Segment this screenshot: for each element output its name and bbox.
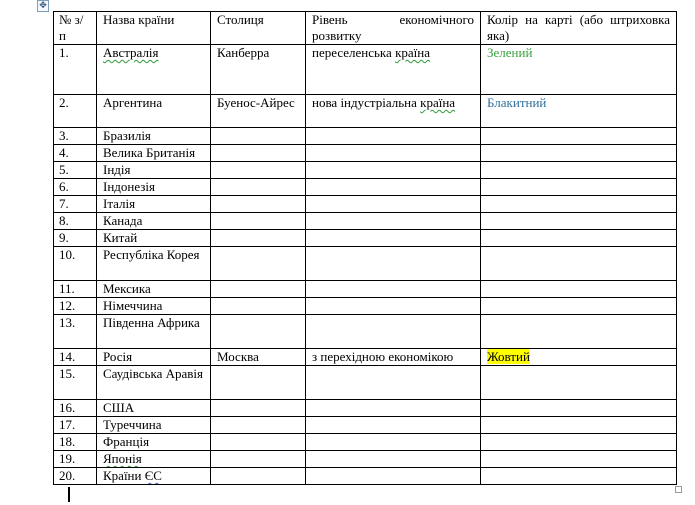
cell-num[interactable]: 5.	[54, 162, 97, 179]
table-row	[54, 366, 677, 400]
cell-capital[interactable]	[211, 417, 306, 434]
cell-capital[interactable]	[211, 400, 306, 417]
cell-capital[interactable]	[211, 468, 306, 485]
cell-color[interactable]	[481, 417, 677, 434]
cell-color[interactable]	[481, 366, 677, 400]
cell-capital[interactable]	[211, 315, 306, 349]
header-num[interactable]: № з/п	[54, 12, 97, 45]
cell-country[interactable]: Велика Британія	[97, 145, 211, 162]
table-row	[54, 162, 677, 179]
cell-level[interactable]	[306, 451, 481, 468]
cell-capital[interactable]	[211, 247, 306, 281]
cell-country[interactable]: Республіка Корея	[97, 247, 211, 281]
table-header-row	[54, 12, 677, 45]
level-text: країна	[420, 95, 456, 110]
cell-color[interactable]	[481, 434, 677, 451]
cell-color[interactable]	[481, 247, 677, 281]
cell-level[interactable]	[306, 298, 481, 315]
cell-capital[interactable]: Буенос-Айрес	[211, 95, 306, 128]
cell-color[interactable]	[481, 230, 677, 247]
cell-country[interactable]: Німеччина	[97, 298, 211, 315]
cell-num[interactable]: 19.	[54, 451, 97, 468]
cell-capital[interactable]	[211, 145, 306, 162]
cell-country[interactable]: Бразилія	[97, 128, 211, 145]
table-row	[54, 95, 677, 128]
table-move-handle-icon[interactable]: ✥	[37, 0, 49, 12]
cell-num[interactable]: 12.	[54, 298, 97, 315]
color-text: Жовтий	[487, 349, 530, 364]
cell-level[interactable]	[306, 196, 481, 213]
cell-capital[interactable]	[211, 230, 306, 247]
cell-num[interactable]: 20.	[54, 468, 97, 485]
cell-country[interactable]: Китай	[97, 230, 211, 247]
cell-country[interactable]: Росія	[97, 349, 211, 366]
table-row	[54, 230, 677, 247]
cell-num[interactable]: 13.	[54, 315, 97, 349]
cell-color[interactable]	[481, 145, 677, 162]
table-row	[54, 349, 677, 366]
cell-capital[interactable]	[211, 451, 306, 468]
cell-country[interactable]: Канада	[97, 213, 211, 230]
cell-level[interactable]: переселенська країна	[306, 45, 481, 95]
cell-color[interactable]	[481, 179, 677, 196]
cell-num[interactable]: 10.	[54, 247, 97, 281]
table-row	[54, 417, 677, 434]
cell-level[interactable]	[306, 315, 481, 349]
country-text: ЄС	[144, 468, 162, 483]
cell-num[interactable]: 2.	[54, 95, 97, 128]
cell-level[interactable]	[306, 162, 481, 179]
cell-level[interactable]	[306, 281, 481, 298]
table-row	[54, 145, 677, 162]
cell-level[interactable]	[306, 230, 481, 247]
cell-level[interactable]	[306, 434, 481, 451]
table-row	[54, 281, 677, 298]
level-text: країна	[395, 45, 431, 60]
cell-country[interactable]: Індонезія	[97, 179, 211, 196]
cell-capital[interactable]	[211, 128, 306, 145]
header-country[interactable]: Назва країни	[97, 12, 211, 45]
cell-color[interactable]	[481, 213, 677, 230]
cell-level[interactable]	[306, 417, 481, 434]
cell-color[interactable]	[481, 298, 677, 315]
cell-num[interactable]: 9.	[54, 230, 97, 247]
cell-country[interactable]: Країни ЄС	[97, 468, 211, 485]
table-row	[54, 298, 677, 315]
cell-level[interactable]: з перехідною економікою	[306, 349, 481, 366]
table-row	[54, 213, 677, 230]
cell-num[interactable]: 11.	[54, 281, 97, 298]
color-text: Зелений	[487, 45, 533, 60]
cell-capital[interactable]	[211, 162, 306, 179]
cell-color[interactable]	[481, 196, 677, 213]
cell-country[interactable]: США	[97, 400, 211, 417]
cell-level[interactable]	[306, 366, 481, 400]
cell-country[interactable]: Південна Африка	[97, 315, 211, 349]
table-row	[54, 400, 677, 417]
cell-num[interactable]: 16.	[54, 400, 97, 417]
country-text: Австралія	[103, 45, 159, 60]
cell-color[interactable]	[481, 45, 677, 95]
cell-country[interactable]: Індія	[97, 162, 211, 179]
table-row	[54, 468, 677, 485]
table-row	[54, 196, 677, 213]
cell-num[interactable]: 7.	[54, 196, 97, 213]
cell-capital[interactable]	[211, 434, 306, 451]
cell-level[interactable]	[306, 128, 481, 145]
table-row	[54, 451, 677, 468]
cell-num[interactable]: 6.	[54, 179, 97, 196]
cell-country[interactable]: Саудівська Аравія	[97, 366, 211, 400]
cell-capital[interactable]	[211, 298, 306, 315]
cell-capital[interactable]	[211, 281, 306, 298]
text-cursor	[68, 487, 70, 502]
header-color[interactable]: Колір на карті (або штриховка яка)	[481, 12, 677, 45]
header-level[interactable]: Рівень економічного розвитку	[306, 12, 481, 45]
cell-country[interactable]: Мексика	[97, 281, 211, 298]
cell-capital[interactable]	[211, 366, 306, 400]
cell-level[interactable]	[306, 400, 481, 417]
table-row	[54, 179, 677, 196]
cell-country[interactable]: Італія	[97, 196, 211, 213]
cell-num[interactable]: 15.	[54, 366, 97, 400]
cell-num[interactable]: 1.	[54, 45, 97, 95]
cell-capital[interactable]: Москва	[211, 349, 306, 366]
cell-color[interactable]	[481, 315, 677, 349]
cell-color[interactable]	[481, 281, 677, 298]
cell-capital[interactable]: Канберра	[211, 45, 306, 95]
cell-capital[interactable]	[211, 213, 306, 230]
table-row	[54, 247, 677, 281]
cell-country[interactable]	[97, 451, 211, 468]
cell-country[interactable]: Туреччина	[97, 417, 211, 434]
cell-capital[interactable]	[211, 179, 306, 196]
cell-num[interactable]: 3.	[54, 128, 97, 145]
table-row	[54, 434, 677, 451]
cell-color[interactable]	[481, 349, 677, 366]
table-row	[54, 128, 677, 145]
cell-capital[interactable]	[211, 196, 306, 213]
cell-country[interactable]: Франція	[97, 434, 211, 451]
cell-level[interactable]	[306, 247, 481, 281]
cell-num[interactable]: 4.	[54, 145, 97, 162]
table-row	[54, 45, 677, 95]
table-row	[54, 315, 677, 349]
cell-color[interactable]	[481, 95, 677, 128]
cell-level[interactable]	[306, 468, 481, 485]
cell-color[interactable]	[481, 451, 677, 468]
cell-num[interactable]: 18.	[54, 434, 97, 451]
cell-country[interactable]: Аргентина	[97, 95, 211, 128]
cell-color[interactable]	[481, 128, 677, 145]
table-resize-handle[interactable]	[675, 486, 682, 493]
cell-num[interactable]: 14.	[54, 349, 97, 366]
cell-num[interactable]: 8.	[54, 213, 97, 230]
cell-level[interactable]	[306, 213, 481, 230]
cell-country[interactable]	[97, 45, 211, 95]
cell-color[interactable]	[481, 162, 677, 179]
cell-level[interactable]	[306, 145, 481, 162]
cell-level[interactable]	[306, 179, 481, 196]
cell-num[interactable]: 17.	[54, 417, 97, 434]
countries-table	[53, 11, 677, 485]
header-capital[interactable]: Столиця	[211, 12, 306, 45]
cell-level[interactable]: нова індустріальна країна	[306, 95, 481, 128]
country-text: Японія	[103, 451, 142, 466]
cell-color[interactable]	[481, 400, 677, 417]
cell-color[interactable]	[481, 468, 677, 485]
color-text: Блакитний	[487, 95, 547, 110]
